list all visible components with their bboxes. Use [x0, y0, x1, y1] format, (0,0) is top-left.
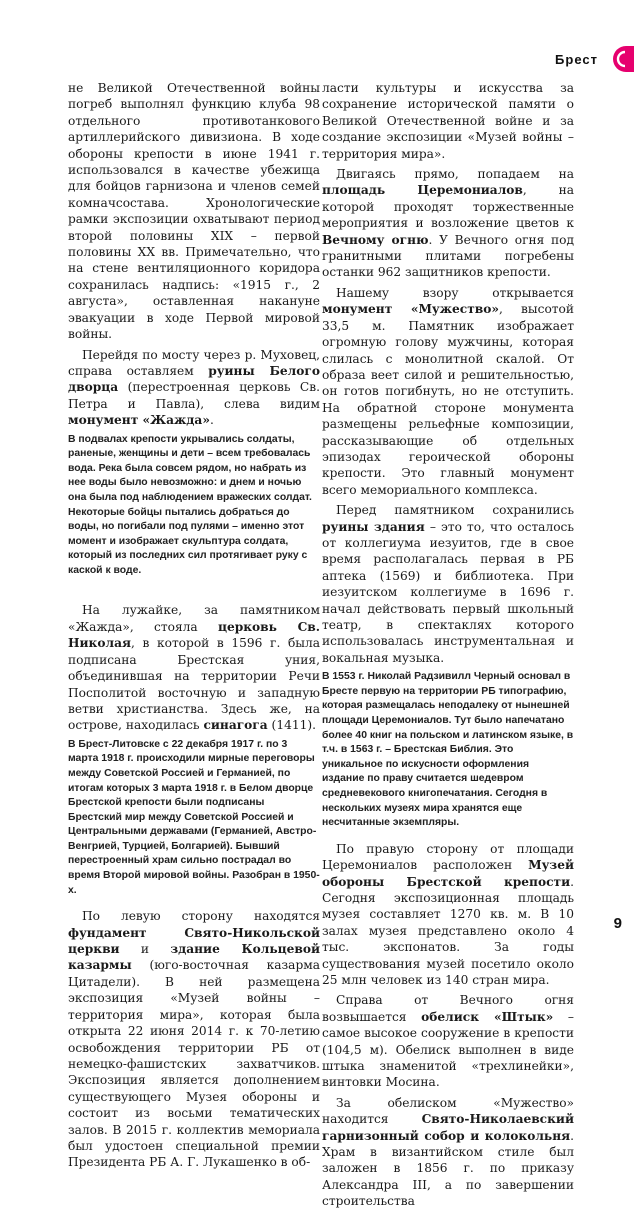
sidebar-note: В Брест-Литовске с 22 декабря 1917 г. по 3 марта 1918 г. происходили мирные переговоры между Советской Россией и Германией, по итогам которых 3 марта 1918 г. в Белом дворце Брестской крепости были подписаны Брестский мир между Советской Россией и Центральными державами (Германией, Австро-Венгрией, Турцией, Болгарией). Бывший перестроенный храм сильно пострадал во время Второй мировой войны. Разобран в 1950-х.: [68, 738, 320, 896]
paragraph: не Великой Отечественной войны погреб выполнял функцию клуба 98 отдельного противотанкового артиллерийского дивизиона. В ходе обороны крепости в июне 1941 г. использовался в качестве убежища для бойцов гарнизона и членов семей комначсостава. Хронологические рамки экспозиции охватывают период второй половины XIX – первой половины XX вв. Примечательно, что на стене вентиляционного коридора сохранилась надпись: «1915 г., 2 августа», оставленная накануне эвакуации в ходе Первой мировой войны.: [68, 81, 320, 342]
paragraph: Перед памятником сохранились руины здания – это то, что осталось от коллегиума иезуитов, где в свое время располагалась первая в РБ аптека (1569) и библиотека. При иезуитском коллегиуме в 1696 г. начал действовать первый школьный театр, в спектаклях которого использовалась инструментальная и вокальная музыка.: [322, 503, 574, 665]
page-number: 9: [613, 915, 622, 932]
sidebar-note: В подвалах крепости укрывались солдаты, раненые, женщины и дети – всем требовалась вода. Река была совсем рядом, но набрать из нее воды было невозможно: и днем и ночью она была под наблюдением вражеских солдат. Некоторые бойцы пытались добраться до воды, но погибали под пулями – именно этот момент и изображает скульптура солдата, который из последних сил протягивает руку с каской к воде.: [68, 433, 312, 576]
right-column: [322, 80, 574, 1214]
running-header: [555, 44, 634, 74]
paragraph: На лужайке, за памятником «Жажда», стояла церковь Св. Николая, в которой в 1596 г. была подписана Брестская уния, объединившая на территории Речи Посполитой восточную и западную ветви христианства. Здесь же, на острове, находилась синагога (1411).: [68, 603, 320, 733]
paragraph: Двигаясь прямо, попадаем на площадь Церемониалов, на которой проходят торжественные мероприятия и возложение цветов к Вечному огню. У Вечного огня под гранитными плитами погребены останки 962 защитников крепости.: [322, 167, 575, 280]
paragraph: Нашему взору открывается монумент «Мужество», высотой 33,5 м. Памятник изображает огромную голову мужчины, которая слилась с монолитной скалой. От образа веет силой и решительностью, он готов погибнуть, но не отступить. На обратной стороне монумента размещены рельефные композиции, рассказывающие об отдельных эпизодах героической обороны крепости. Это главный монумент всего мемориального комплекса.: [322, 285, 574, 497]
paragraph: По правую сторону от площади Церемониалов расположен Музей обороны Брестской крепости. Сегодня экспозиционная площадь музея составляет 1270 кв. м. В 10 залах музея представлено около 4 тыс. экспонатов. За годы существования музей посетило около 25 млн человек из 140 стран мира.: [322, 841, 574, 987]
paragraph: ласти культуры и искусства за сохранение исторической памяти о Великой Отечественной войне и за создание экспозиции «Музей войны – территория мира».: [322, 81, 574, 161]
paragraph: Перейдя по мосту через р. Муховец, справа оставляем руины Белого дворца (перестроенная церковь Св. Петра и Павла), слева видим монумент «Жажда».: [68, 347, 320, 428]
left-column: [68, 80, 320, 1175]
section-title: Брест: [555, 51, 598, 67]
paragraph: По левую сторону находятся фундамент Свято-Никольской церкви и здание Кольцевой казармы (юго-восточная казарма Цитадели). В ней размещена экспозиция «Музей войны – территория мира», которая была открыта 22 июня 2014 г. к 70-летию освобождения территории РБ от немецко-фашистских захватчиков. Экспозиция является дополнением существующего Музея обороны и состоит из восьми тематических залов. В 2015 г. коллектив мемориала был удостоен специальной премии Президента РБ А. Г. Лукашенко в об-: [68, 909, 321, 1170]
paragraph: За обелиском «Мужество» находится Свято-Николаевский гарнизонный собор и колокольня. Храм в византийском стиле был заложен в 1856 г. по приказу Александра III, а по завершении строительства: [322, 1095, 574, 1209]
section-marker-icon: [604, 44, 634, 74]
sidebar-note: В 1553 г. Николай Радзивилл Черный основал в Бресте первую на территории РБ типографию, которая размещалась неподалеку от нынешней площади Церемониалов. Тут было напечатано более 40 книг на польском и латинском языке, в т.ч. в 1563 г. – Брестская Библия. Это уникальное по искусности оформления издание по праву считается шедевром средневекового книгопечатания. Сегодня в нескольких музеях мира хранятся еще несчитанные экземпляры.: [322, 671, 574, 829]
paragraph: Справа от Вечного огня возвышается обелиск «Штык» – самое высокое сооружение в крепости (104,5 м). Обелиск выполнен в виде штыка знаменитой «трехлинейки», винтовки Мосина.: [322, 993, 574, 1090]
